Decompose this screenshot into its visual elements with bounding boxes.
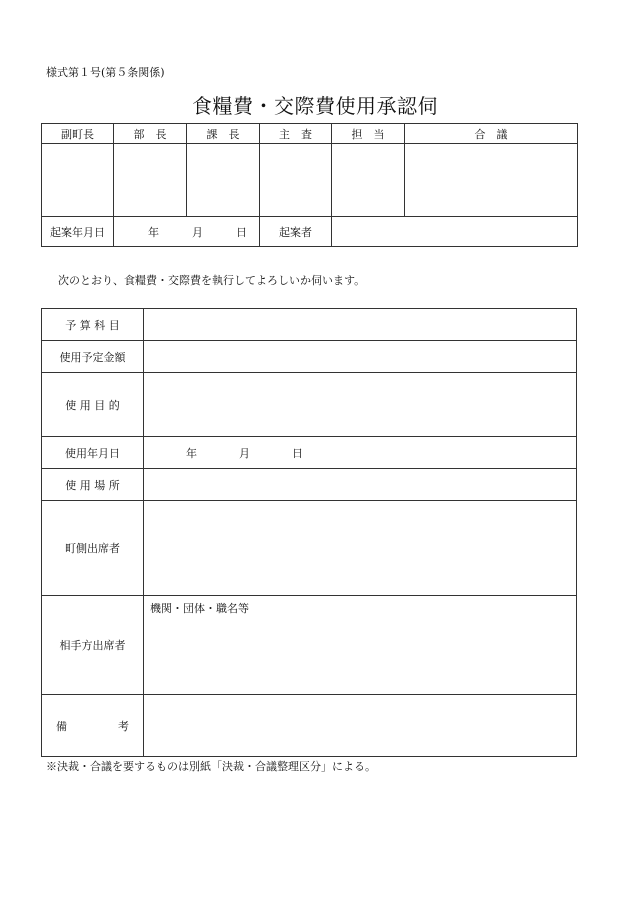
header-person-in-charge: 担 当 (332, 124, 405, 144)
draft-date-field[interactable] (114, 217, 260, 247)
town-attendees-label: 町側出席者 (42, 501, 144, 596)
row-use-date (42, 437, 577, 469)
header-director: 部 長 (114, 124, 187, 144)
row-planned-amount (42, 341, 577, 373)
row-town-attendees (42, 501, 577, 596)
details-table (41, 308, 577, 757)
stamp-section-chief[interactable] (187, 144, 260, 217)
remarks-label (42, 695, 144, 757)
draft-row (42, 217, 578, 247)
use-year-label: 年 (186, 446, 197, 460)
remarks-char-1: 備 (56, 719, 67, 733)
draft-day-label: 日 (236, 225, 247, 239)
town-attendees-field[interactable] (144, 501, 577, 596)
planned-amount-label: 使用予定金額 (42, 341, 144, 373)
form-number: 様式第１号(第５条関係) (46, 66, 165, 79)
place-label: 使 用 場 所 (42, 469, 144, 501)
remarks-field[interactable] (144, 695, 577, 757)
row-budget-item (42, 309, 577, 341)
remarks-char-2: 考 (118, 719, 129, 733)
approval-header-row (42, 124, 578, 144)
use-date-label: 使用年月日 (42, 437, 144, 469)
drafter-field[interactable] (332, 217, 578, 247)
draft-date-label: 起案年月日 (42, 217, 114, 247)
stamp-director[interactable] (114, 144, 187, 217)
header-consultation: 合 議 (405, 124, 578, 144)
row-remarks (42, 695, 577, 757)
purpose-label: 使 用 目 的 (42, 373, 144, 437)
use-date-field[interactable] (144, 437, 577, 469)
use-day-label: 日 (292, 446, 303, 460)
draft-month-label: 月 (192, 225, 203, 239)
place-field[interactable] (144, 469, 577, 501)
row-purpose (42, 373, 577, 437)
counterpart-attendees-field[interactable] (144, 596, 577, 695)
stamp-consultation[interactable] (405, 144, 578, 217)
planned-amount-field[interactable] (144, 341, 577, 373)
use-month-label: 月 (239, 446, 250, 460)
draft-year-label: 年 (148, 225, 159, 239)
row-counterpart-attendees (42, 596, 577, 695)
budget-item-field[interactable] (144, 309, 577, 341)
drafter-label: 起案者 (260, 217, 332, 247)
stamp-inspector[interactable] (260, 144, 332, 217)
row-place (42, 469, 577, 501)
header-inspector: 主 査 (260, 124, 332, 144)
approval-table (41, 123, 578, 247)
approval-stamp-row (42, 144, 578, 217)
purpose-field[interactable] (144, 373, 577, 437)
counterpart-note: 機関・団体・職名等 (150, 602, 249, 615)
header-section-chief: 課 長 (187, 124, 260, 144)
footnote: ※決裁・合議を要するものは別紙「決裁・合議整理区分」による。 (46, 760, 376, 773)
intro-text: 次のとおり、食糧費・交際費を執行してよろしいか伺います。 (58, 274, 366, 287)
stamp-vice-mayor[interactable] (42, 144, 114, 217)
document-title: 食糧費・交際費使用承認伺 (192, 94, 438, 118)
header-vice-mayor: 副町長 (42, 124, 114, 144)
budget-item-label: 予 算 科 目 (42, 309, 144, 341)
counterpart-attendees-label: 相手方出席者 (42, 596, 144, 695)
stamp-person-in-charge[interactable] (332, 144, 405, 217)
